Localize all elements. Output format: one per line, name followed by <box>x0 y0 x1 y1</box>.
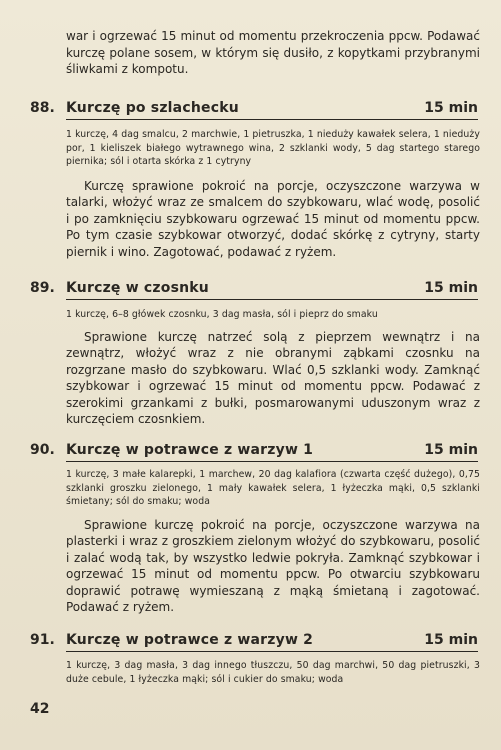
recipe-title: Kurczę po szlachecku <box>66 100 239 116</box>
ingredients-list: 1 kurczę, 6–8 główek czosnku, 3 dag masła, sól i pieprz do smaku <box>66 309 378 320</box>
title-underline <box>66 119 478 120</box>
recipe-time: 15 min <box>424 632 478 648</box>
recipe-90-body <box>66 468 480 616</box>
recipe-title: Kurczę w potrawce z warzyw 1 <box>66 442 314 458</box>
recipe-title: Kurczę w czosnku <box>66 280 209 296</box>
recipe-91-body <box>66 659 480 686</box>
recipe-time: 15 min <box>424 442 478 458</box>
recipe-number: 89. <box>30 280 55 296</box>
recipe-91-header <box>30 632 478 654</box>
ingredients-list: 1 kurczę, 4 dag smalcu, 2 marchwie, 1 pietruszka, 1 nieduży kawałek selera, 1 nieduży por, 1 kieliszek białego wytrawnego wina, 2 szklanki wody, 5 dag startego starego piernika; sól i otarta skórka z 1 cytryny <box>66 129 480 167</box>
recipe-88-header <box>30 100 478 122</box>
intro-paragraph: war i ogrzewać 15 minut od momentu przekroczenia ppcw. Podawać kurczę polane sosem, w którym się dusiło, z kopytkami przybranymi śliwkami z kompotu. <box>66 29 480 76</box>
recipe-number: 91. <box>30 632 55 648</box>
method-text: Sprawione kurczę natrzeć solą z pieprzem wewnątrz i na zewnątrz, włożyć wraz z nie obranymi ząbkami czosnku na rozgrzane masło do szybkowaru. Wlać 0,5 szklanki wody. Zamknąć szybkowar i ogrzewać 15 minut od momentu ppcw. Podawać z szerokimi grzankami z bułki, posmarowanymi uduszonym wraz z kurczęciem czosnkiem. <box>66 329 480 426</box>
intro-section <box>66 28 480 78</box>
title-underline <box>66 651 478 652</box>
page-number: 42 <box>30 701 50 717</box>
recipe-89-header <box>30 280 478 302</box>
recipe-time: 15 min <box>424 100 478 116</box>
recipe-title: Kurczę w potrawce z warzyw 2 <box>66 632 314 648</box>
recipe-88-body <box>66 128 480 260</box>
recipe-89-body <box>66 308 480 428</box>
method-text: Sprawione kurczę pokroić na porcje, oczyszczone warzywa na plasterki i wraz z groszkiem zielonym włożyć do szybkowaru, posolić i zalać wodą tak, by wszystko ledwie pokryła. Zamknąć szybkowar i ogrzewać 15 minut od momentu ppcw. Po otwarciu szybkowaru doprawić potrawę wymieszaną z mąką śmietaną i zagotować. Podawać z ryżem. <box>66 517 480 614</box>
recipe-number: 88. <box>30 100 55 116</box>
recipe-number: 90. <box>30 442 55 458</box>
title-underline <box>66 461 478 462</box>
ingredients-list: 1 kurczę, 3 dag masła, 3 dag innego tłuszczu, 50 dag marchwi, 50 dag pietruszki, 3 duże cebule, 1 łyżeczka mąki; sól i cukier do smaku; woda <box>66 660 480 685</box>
title-underline <box>66 299 478 300</box>
method-text: Kurczę sprawione pokroić na porcje, oczyszczone warzywa w talarki, włożyć wraz ze smalcem do szybkowaru, wlać wodę, posolić i po zamknięciu szybkowaru ogrzewać 15 minut od momentu ppcw. Po tym czasie szybkowar otworzyć, dodać skórkę z cytryny, starty piernik i wino. Zagotować, podawać z ryżem. <box>66 178 480 259</box>
ingredients-list: 1 kurczę, 3 małe kalarepki, 1 marchew, 20 dag kalafiora (czwarta część dużego), 0,75 szklanki groszku zielonego, 1 mały kawałek selera, 1 łyżeczka mąki, 0,5 szklanki śmietany; sól do smaku; woda <box>66 469 480 507</box>
recipe-time: 15 min <box>424 280 478 296</box>
recipe-90-header <box>30 442 478 464</box>
